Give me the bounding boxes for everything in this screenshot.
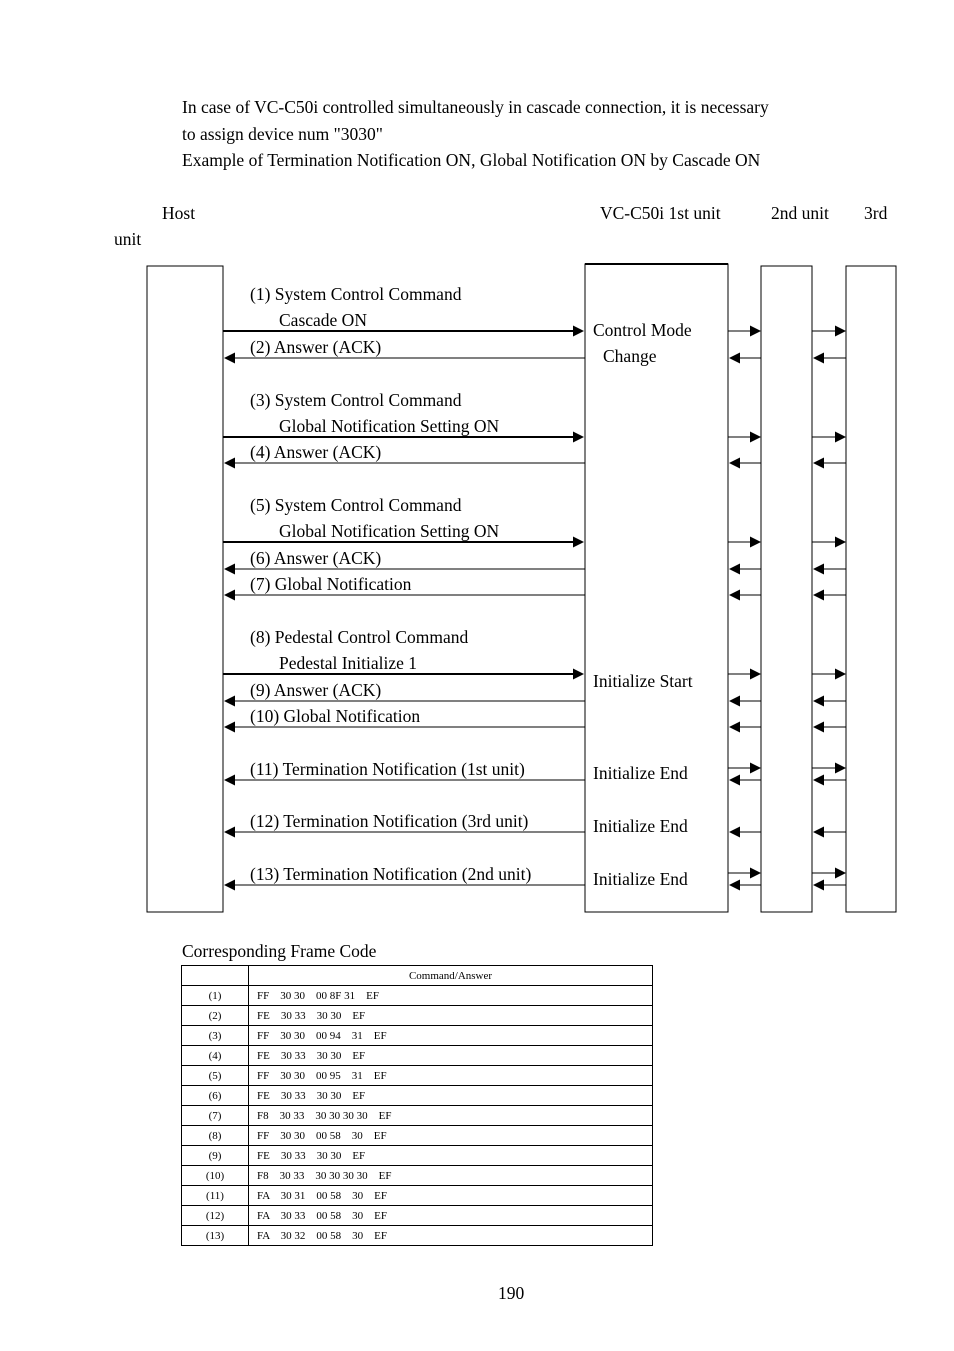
table-header-row [182, 966, 653, 986]
intro-line-1: In case of VC-C50i controlled simultaneously in cascade connection, it is necessary [182, 97, 769, 117]
unit1-note-5-1: Initialize End [593, 869, 688, 889]
message-5-label-2: Global Notification Setting ON [279, 521, 500, 541]
unit3-header-cont: unit [114, 229, 142, 249]
message-3 [223, 390, 846, 443]
message-11 [224, 759, 846, 786]
unit1-header: VC-C50i 1st unit [600, 203, 721, 223]
row-number: (7) [182, 1106, 249, 1126]
table-row [182, 1106, 653, 1126]
row-code: FE 30 33 30 30 EF [249, 1086, 653, 1106]
unit1-note-1-1: Control Mode [593, 320, 692, 340]
unit3-to-unit2-arrow [813, 458, 846, 469]
frame-code-table [181, 965, 653, 1246]
relay-arrow-t11-a [728, 763, 761, 774]
table-row [182, 1146, 653, 1166]
row-number: (12) [182, 1206, 249, 1226]
table-header-blank [182, 966, 249, 986]
unit3-to-unit2-arrow [813, 775, 846, 786]
unit1-to-unit2-arrow [728, 432, 761, 443]
unit3-to-unit2-arrow [813, 590, 846, 601]
unit2-to-unit1-arrow [729, 353, 761, 364]
unit2-to-unit3-arrow [812, 432, 846, 443]
row-number: (9) [182, 1146, 249, 1166]
row-code: F8 30 33 30 30 30 30 EF [249, 1106, 653, 1126]
unit2-to-unit3-arrow [812, 537, 846, 548]
unit2-to-unit1-arrow [729, 827, 761, 838]
row-code: FE 30 33 30 30 EF [249, 1046, 653, 1066]
intro-line-2: to assign device num "3030" [182, 124, 383, 144]
message-6-label-1: (6) Answer (ACK) [250, 548, 382, 568]
unit2-to-unit1-arrow [729, 590, 761, 601]
unit3-to-unit2-arrow [813, 564, 846, 575]
message-1 [223, 284, 846, 337]
unit3-to-unit2-arrow [813, 880, 846, 891]
table-row [182, 1026, 653, 1046]
table-row [182, 1166, 653, 1186]
table-row [182, 1126, 653, 1146]
row-code: FF 30 30 00 58 30 EF [249, 1126, 653, 1146]
unit1-note-1-2: Change [603, 346, 657, 366]
row-number: (13) [182, 1226, 249, 1246]
message-7 [224, 574, 846, 601]
unit2-to-unit1-arrow [729, 775, 761, 786]
table-row [182, 1206, 653, 1226]
unit2-to-unit1-arrow [729, 458, 761, 469]
message-2 [224, 337, 846, 364]
relay-arrow-t11-b [812, 763, 846, 774]
table-row [182, 1086, 653, 1106]
host-header: Host [162, 203, 196, 223]
row-code: FE 30 33 30 30 EF [249, 1006, 653, 1026]
unit2-to-unit1-arrow [729, 696, 761, 707]
message-11-label-1: (11) Termination Notification (1st unit) [250, 759, 525, 779]
message-10-label-1: (10) Global Notification [250, 706, 421, 726]
message-9 [224, 680, 846, 707]
message-3-label-1: (3) System Control Command [250, 390, 462, 410]
table-row [182, 1066, 653, 1086]
row-code: FF 30 30 00 94 31 EF [249, 1026, 653, 1046]
message-1-label-2: Cascade ON [279, 310, 367, 330]
message-12 [224, 811, 846, 838]
row-number: (2) [182, 1006, 249, 1026]
message-3-label-2: Global Notification Setting ON [279, 416, 500, 436]
message-4-label-1: (4) Answer (ACK) [250, 442, 382, 462]
table-header-command: Command/Answer [249, 966, 653, 986]
unit2-lifeline-box [761, 266, 812, 912]
message-8-label-1: (8) Pedestal Control Command [250, 627, 469, 647]
row-number: (8) [182, 1126, 249, 1146]
unit3-lifeline-box [846, 266, 896, 912]
message-8-label-2: Pedestal Initialize 1 [279, 653, 418, 673]
row-code: FE 30 33 30 30 EF [249, 1146, 653, 1166]
message-9-label-1: (9) Answer (ACK) [250, 680, 382, 700]
unit1-to-unit2-arrow [728, 669, 761, 680]
unit2-to-unit1-arrow [729, 722, 761, 733]
unit3-to-unit2-arrow [813, 722, 846, 733]
message-5 [223, 495, 846, 548]
page-number: 190 [498, 1283, 525, 1303]
table-row [182, 1006, 653, 1026]
message-10 [224, 706, 846, 733]
table-row [182, 1046, 653, 1066]
row-code: FF 30 30 00 95 31 EF [249, 1066, 653, 1086]
row-number: (3) [182, 1026, 249, 1046]
unit2-to-unit1-arrow [729, 880, 761, 891]
message-6 [224, 548, 846, 575]
unit2-to-unit3-arrow [812, 326, 846, 337]
unit3-to-unit2-arrow [813, 353, 846, 364]
unit3-to-unit2-arrow [813, 827, 846, 838]
host-to-unit1-arrow [223, 326, 584, 337]
table-row [182, 1226, 653, 1246]
row-code: FA 30 31 00 58 30 EF [249, 1186, 653, 1206]
unit1-to-unit2-arrow [728, 326, 761, 337]
row-code: FF 30 30 00 8F 31 EF [249, 986, 653, 1006]
row-code: FA 30 33 00 58 30 EF [249, 1206, 653, 1226]
unit3-to-unit2-arrow [813, 696, 846, 707]
message-4 [224, 442, 846, 469]
unit2-to-unit1-arrow [729, 564, 761, 575]
relay-arrow-t13-b [812, 868, 846, 879]
row-number: (1) [182, 986, 249, 1006]
row-number: (6) [182, 1086, 249, 1106]
message-7-label-1: (7) Global Notification [250, 574, 412, 594]
message-13-label-1: (13) Termination Notification (2nd unit) [250, 864, 532, 884]
unit3-header: 3rd [864, 203, 888, 223]
host-lifeline-box [147, 266, 223, 912]
message-5-label-1: (5) System Control Command [250, 495, 462, 515]
message-12-label-1: (12) Termination Notification (3rd unit) [250, 811, 529, 831]
row-code: FA 30 32 00 58 30 EF [249, 1226, 653, 1246]
unit1-note-3-1: Initialize End [593, 763, 688, 783]
unit1-note-2-1: Initialize Start [593, 671, 693, 691]
row-number: (11) [182, 1186, 249, 1206]
message-13 [224, 864, 846, 891]
unit1-to-unit2-arrow [728, 537, 761, 548]
frame-code-title: Corresponding Frame Code [182, 941, 377, 961]
unit1-note-4-1: Initialize End [593, 816, 688, 836]
relay-arrow-t13-a [728, 868, 761, 879]
message-2-label-1: (2) Answer (ACK) [250, 337, 382, 357]
row-number: (4) [182, 1046, 249, 1066]
intro-line-3: Example of Termination Notification ON, Global Notification ON by Cascade ON [182, 150, 761, 170]
row-number: (5) [182, 1066, 249, 1086]
table-row [182, 1186, 653, 1206]
unit2-to-unit3-arrow [812, 669, 846, 680]
unit2-header: 2nd unit [771, 203, 829, 223]
message-8 [223, 627, 846, 680]
table-row [182, 986, 653, 1006]
row-code: F8 30 33 30 30 30 30 EF [249, 1166, 653, 1186]
row-number: (10) [182, 1166, 249, 1186]
message-1-label-1: (1) System Control Command [250, 284, 462, 304]
